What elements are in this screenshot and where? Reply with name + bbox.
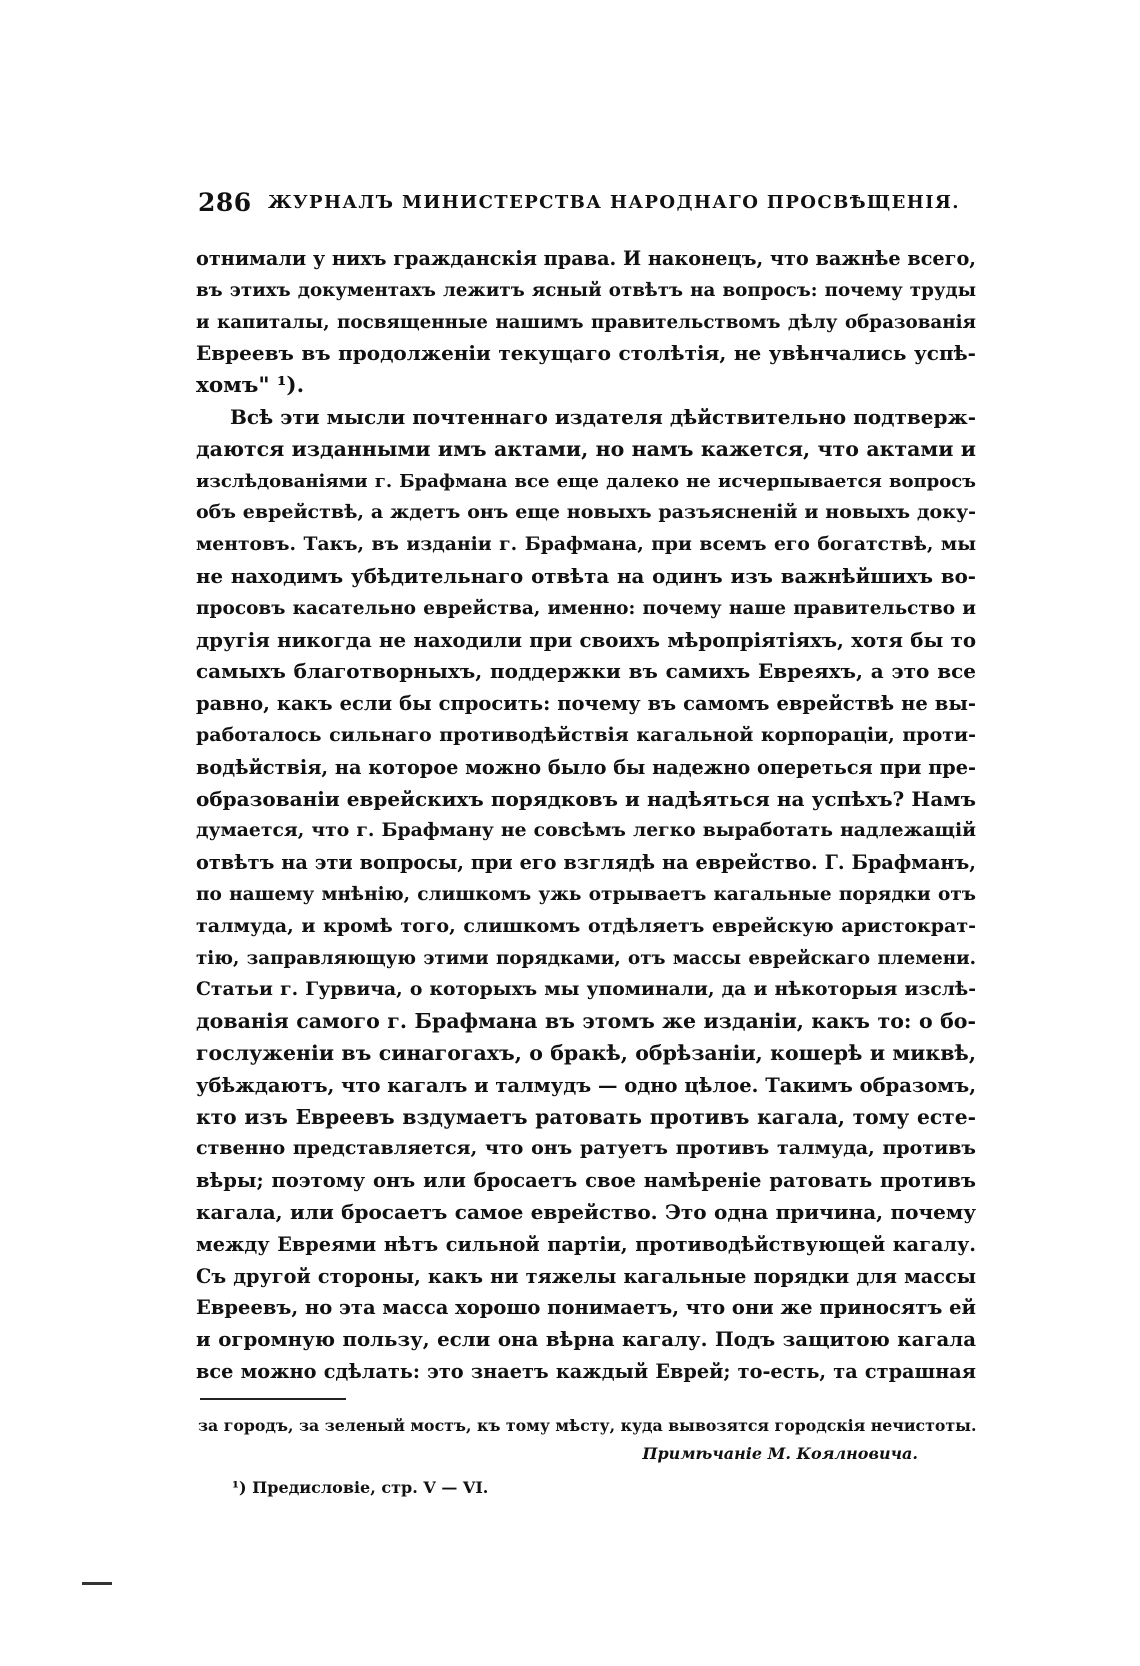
text-line: убѣждаютъ, что кагалъ и талмудъ — одно цѣлое. Такимъ образомъ,	[196, 1073, 976, 1097]
text-line: кто изъ Евреевъ вздумаетъ ратовать противъ кагала, тому есте-	[196, 1104, 976, 1129]
footnote-signature: Примѣчаніе М. Коялновича.	[642, 1444, 918, 1463]
text-line: думается, что г. Брафману не совсѣмъ легко выработать надлежащій	[196, 819, 976, 842]
footnote-rule	[200, 1398, 346, 1400]
text-line: изслѣдованіями г. Брафмана все еще далеко не исчерпывается вопросъ	[196, 470, 976, 492]
footnote-continuation: за городъ, за зеленый мостъ, къ тому мѣсту, куда вывозятся городскія нечистоты.	[198, 1416, 977, 1435]
text-line: талмуда, и кромѣ того, слишкомъ отдѣляетъ еврейскую аристократ-	[196, 914, 976, 937]
text-line: вѣры; поэтому онъ или бросаетъ свое намѣреніе ратовать противъ	[196, 1169, 976, 1193]
text-line: въ этихъ документахъ лежитъ ясный отвѣтъ на вопросъ: почему труды	[196, 279, 976, 301]
text-line: Евреевъ въ продолженіи текущаго столѣтія, не увѣнчались успѣ-	[196, 341, 976, 366]
text-line: самыхъ благотворныхъ, поддержки въ самихъ Евреяхъ, а это все	[196, 659, 976, 684]
text-line: дованія самого г. Брафмана въ этомъ же изданіи, какъ то: о бо-	[196, 1009, 976, 1034]
text-line: и капиталы, посвященные нашимъ правительствомъ дѣлу образованія	[196, 311, 976, 333]
text-line: кагала, или бросаетъ самое еврейство. Это одна причина, почему	[196, 1199, 976, 1224]
text-line: объ еврействѣ, а ждетъ онъ еще новыхъ разъясненій и новыхъ доку-	[196, 501, 976, 524]
running-head: ЖУРНАЛЪ МИНИСТЕРСТВА НАРОДНАГО ПРОСВѢЩЕНІЯ.	[268, 192, 960, 213]
text-line: все можно сдѣлать: это знаетъ каждый Еврей; то-есть, та страшная	[196, 1359, 976, 1383]
text-line: образованіи еврейскихъ порядковъ и надѣяться на успѣхъ? Намъ	[196, 786, 976, 811]
text-line: просовъ касательно еврейства, именно: почему наше правительство и	[196, 597, 976, 619]
text-line: Евреевъ, но эта масса хорошо понимаетъ, что они же приносятъ ей	[196, 1296, 976, 1320]
text-line: не находимъ убѣдительнаго отвѣта на одинъ изъ важнѣйшихъ во-	[196, 563, 976, 588]
text-line: хомъ" ¹).	[196, 373, 305, 399]
text-line: отвѣтъ на эти вопросы, при его взглядѣ на еврейство. Г. Брафманъ,	[196, 851, 976, 875]
text-line: даются изданными имъ актами, но намъ кажется, что актами и	[196, 436, 976, 461]
footnotes	[198, 1412, 978, 1502]
text-line: отнимали у нихъ гражданскія права. И наконецъ, что важнѣе всего,	[196, 247, 976, 270]
margin-mark	[82, 1582, 112, 1585]
text-line: Съ другой стороны, какъ ни тяжелы кагальные порядки для массы	[196, 1264, 976, 1288]
text-line: Всѣ эти мысли почтеннаго издателя дѣйствительно подтверж-	[230, 404, 976, 429]
page-header	[198, 188, 958, 224]
text-line: водѣйствія, на которое можно было бы надежно опереться при пре-	[196, 755, 976, 779]
text-line: ментовъ. Такъ, въ изданіи г. Брафмана, при всемъ его богатствѣ, мы	[196, 533, 976, 556]
body-text	[196, 243, 976, 1388]
text-line: равно, какъ если бы спросить: почему въ самомъ еврействѣ не вы-	[196, 692, 976, 716]
text-line: тію, заправляющую этими порядками, отъ массы еврейскаго племени.	[196, 947, 976, 969]
text-line: другія никогда не находили при своихъ мѣропріятіяхъ, хотя бы то	[196, 627, 976, 652]
text-line: работалось сильнаго противодѣйствія кагальной корпораціи, проти-	[196, 723, 976, 746]
text-line: по нашему мнѣнію, слишкомъ ужь отрываетъ кагальные порядки отъ	[196, 883, 976, 905]
text-line: и огромную пользу, если она вѣрна кагалу. Подъ защитою кагала	[196, 1327, 976, 1352]
text-line: гослуженіи въ синагогахъ, о бракѣ, обрѣзаніи, кошерѣ и миквѣ,	[196, 1040, 976, 1065]
footnote-1: ¹) Предисловіе, стр. V — VI.	[232, 1478, 489, 1497]
text-line: Статьи г. Гурвича, о которыхъ мы упоминали, да и нѣкоторыя изслѣ-	[196, 978, 976, 1001]
page-number: 286	[198, 188, 252, 217]
text-line: ственно представляется, что онъ ратуетъ противъ талмуда, противъ	[196, 1137, 976, 1160]
text-line: между Евреями нѣтъ сильной партіи, противодѣйствующей кагалу.	[196, 1232, 976, 1256]
